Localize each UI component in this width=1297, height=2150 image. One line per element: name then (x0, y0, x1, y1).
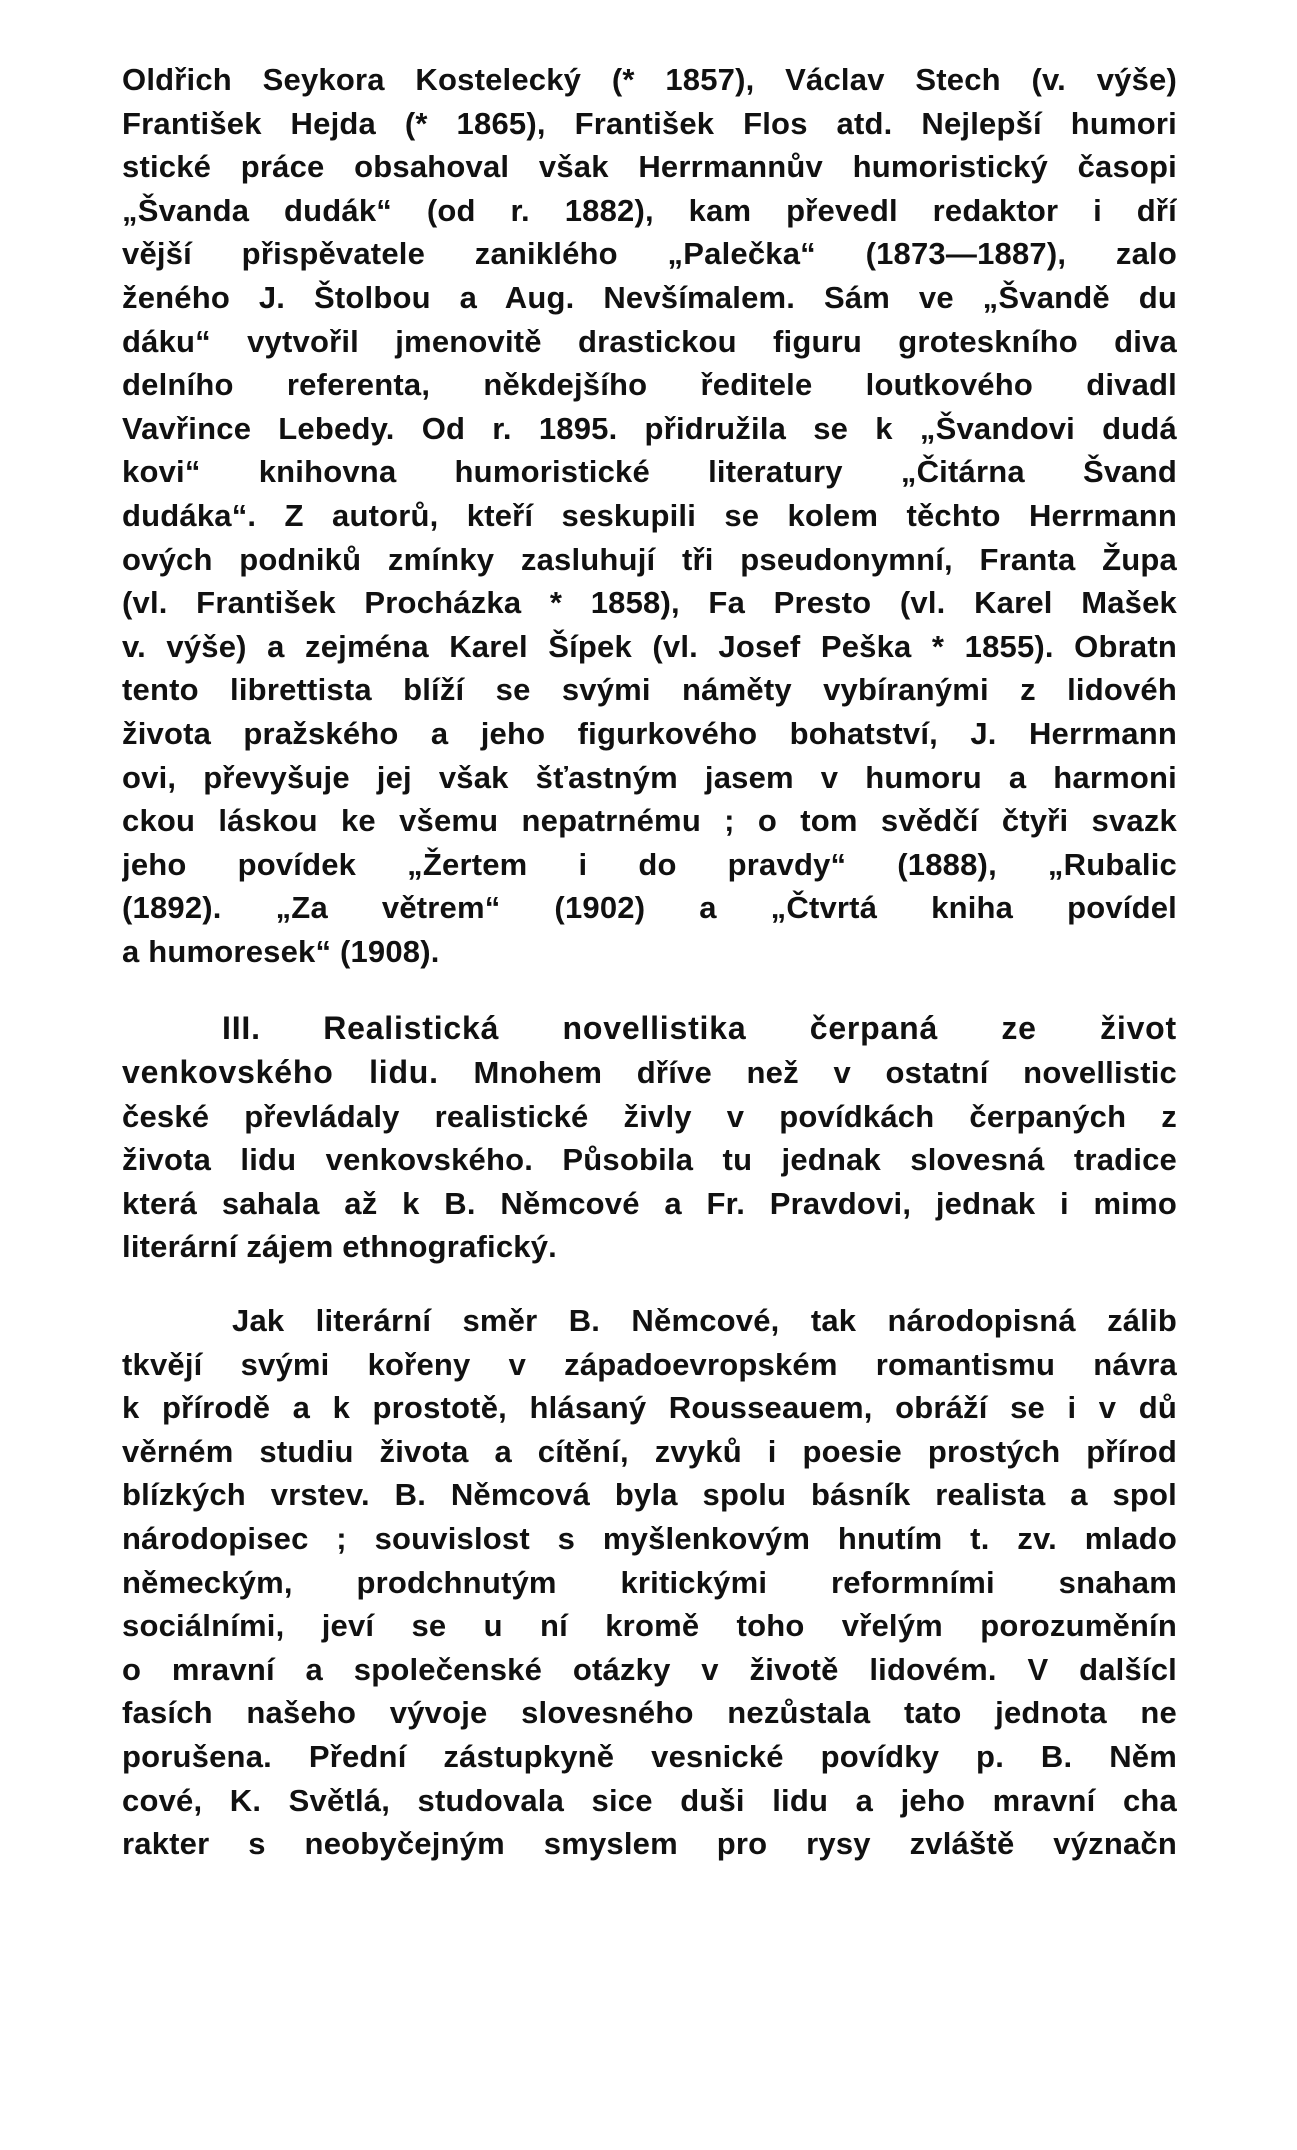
section-title: Realistická novellistika čerpaná ze život (323, 1010, 1177, 1047)
section-title-continued: venkovského lidu. (122, 1054, 439, 1091)
text-line: národopisec ; souvislost s myšlenkovým hnutím t. zv. mlado (122, 1521, 1177, 1556)
text-line: ckou láskou ke všemu nepatrnému ; o tom svědčí čtyři svazk (122, 803, 1177, 839)
section-heading-continuation (122, 1051, 1177, 1095)
text-fragment: Mnohem dříve než v ostatní novellistic (473, 1055, 1177, 1091)
text-line: a humoresek“ (1908). (122, 933, 440, 969)
section-heading-line (122, 1007, 1177, 1051)
text-line: jeho povídek „Žertem i do pravdy“ (1888), „Rubalic (122, 846, 1177, 882)
text-line: ovi, převyšuje jej však šťastným jasem v humoru a harmoni (122, 759, 1177, 795)
text-line: literární zájem ethnografický. (122, 1229, 557, 1265)
text-line: věrném studiu života a cítění, zvyků i poesie prostých přírod (122, 1433, 1177, 1469)
text-line: české převládaly realistické živly v povídkách čerpaných z (122, 1098, 1177, 1134)
text-line: František Hejda (* 1865), František Flos atd. Nejlepší humori (122, 105, 1177, 141)
text-line: delního referenta, někdejšího ředitele loutkového divadl (122, 367, 1177, 403)
text-line: sociálními, jeví se u ní kromě toho vřelým porozuměnín (122, 1608, 1177, 1644)
text-line: ových podniků zmínky zasluhují tři pseudonymní, Franta Župa (122, 541, 1177, 577)
text-line: kovi“ knihovna humoristické literatury „Čitárna Švand (122, 454, 1177, 490)
text-line: fasích našeho vývoje slovesného nezůstala tato jednota ne (122, 1695, 1177, 1731)
text-line: o mravní a společenské otázky v životě lidovém. V dalšícl (122, 1651, 1177, 1687)
text-line: porušena. Přední zástupkyně vesnické povídky p. B. Něm (122, 1738, 1177, 1774)
text-line: německým, prodchnutým kritickými reformními snaham (122, 1564, 1177, 1600)
text-line: v. výše) a zejména Karel Šípek (vl. Josef Peška * 1855). Obratn (122, 628, 1177, 664)
text-line: Oldřich Seykora Kostelecký (* 1857), Václav Stech (v. výše) (122, 62, 1177, 97)
text-line: života pražského a jeho figurkového bohatství, J. Herrmann (122, 715, 1177, 751)
text-line: tkvějí svými kořeny v západoevropském romantismu návra (122, 1346, 1177, 1382)
text-line: tento librettista blíží se svými náměty vybíranými z lidovéh (122, 672, 1177, 708)
section-number: III. (222, 1010, 261, 1047)
text-line: (vl. František Procházka * 1858), Fa Presto (vl. Karel Mašek (122, 585, 1177, 621)
text-line: dudáka“. Z autorů, kteří seskupili se kolem těchto Herrmann (122, 497, 1177, 533)
text-line: života lidu venkovského. Působila tu jednak slovesná tradice (122, 1142, 1177, 1178)
text-line: dáku“ vytvořil jmenovitě drastickou figuru groteskního diva (122, 323, 1177, 359)
text-line: která sahala až k B. Němcové a Fr. Pravdovi, jednak i mimo (122, 1185, 1177, 1221)
text-line: rakter s neobyčejným smyslem pro rysy zvláště význačn (122, 1826, 1177, 1862)
text-line: stické práce obsahoval však Herrmannův humoristický časopi (122, 149, 1177, 185)
text-line: vější přispěvatele zaniklého „Palečka“ (1873—1887), zalo (122, 236, 1177, 272)
text-line: (1892). „Za větrem“ (1902) a „Čtvrtá kniha povídel (122, 890, 1177, 926)
text-line: k přírodě a k prostotě, hlásaný Rousseauem, obráží se i v dů (122, 1390, 1177, 1426)
text-line: blízkých vrstev. B. Němcová byla spolu básník realista a spol (122, 1477, 1177, 1513)
text-line: „Švanda dudák“ (od r. 1882), kam převedl redaktor i dří (122, 192, 1177, 228)
text-line: cové, K. Světlá, studovala sice duši lidu a jeho mravní cha (122, 1782, 1177, 1818)
text-line: Jak literární směr B. Němcové, tak národopisná zálib (232, 1303, 1177, 1339)
text-line: ženého J. Štolbou a Aug. Nevšímalem. Sám ve „Švandě du (122, 279, 1177, 315)
book-page (122, 58, 1177, 1866)
text-line: Vavřince Lebedy. Od r. 1895. přidružila se k „Švandovi dudá (122, 410, 1177, 446)
